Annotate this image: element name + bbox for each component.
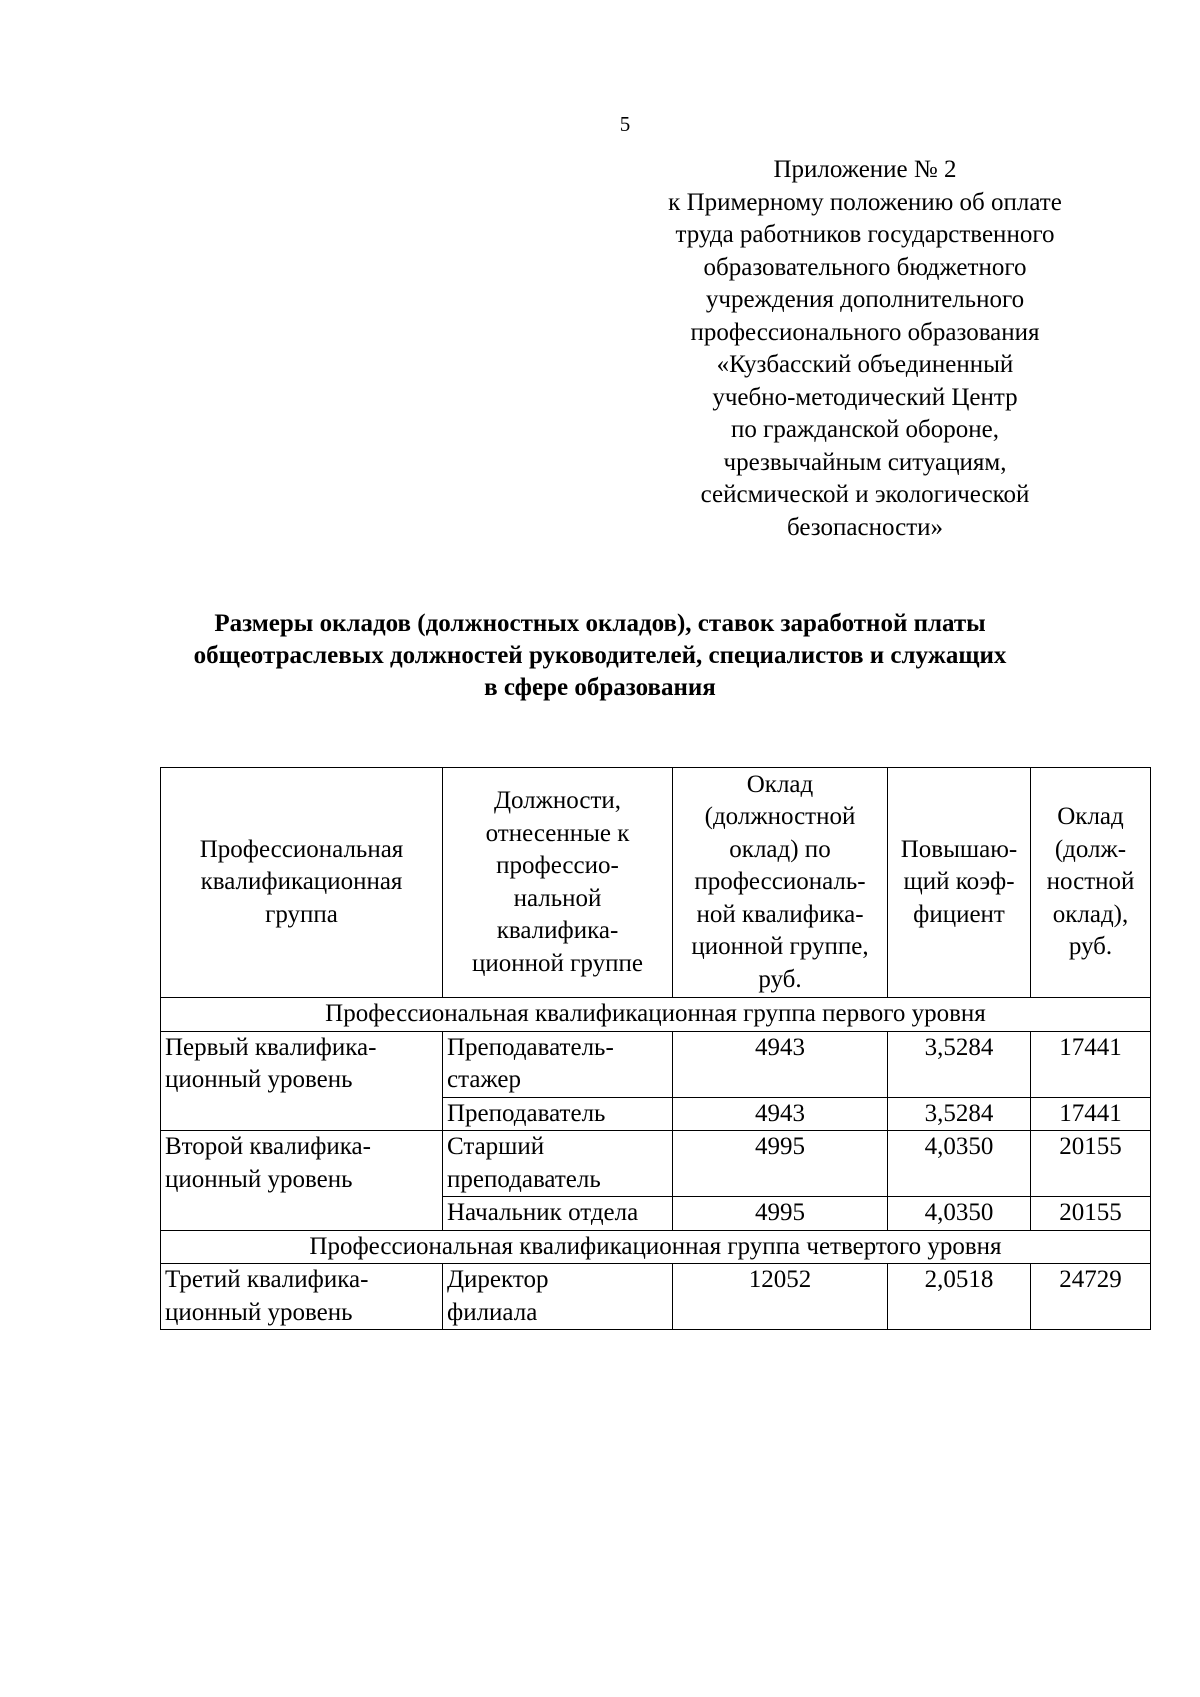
salary-table bbox=[160, 767, 1151, 1330]
base-salary-cell: 4995 bbox=[673, 1131, 888, 1197]
coefficient-cell: 4,0350 bbox=[888, 1197, 1031, 1231]
section-row bbox=[161, 998, 1151, 1032]
table-row bbox=[161, 1131, 1151, 1197]
header-cell-group: Профессиональная квалификационная группа bbox=[161, 768, 443, 998]
appendix-line: профессионального образования bbox=[690, 318, 1040, 346]
section-title: Профессиональная квалификационная группа первого уровня bbox=[161, 998, 1151, 1032]
salary-cell: 20155 bbox=[1031, 1197, 1151, 1231]
base-salary-cell: 4995 bbox=[673, 1197, 888, 1231]
position-cell: Преподаватель- стажер bbox=[443, 1031, 673, 1097]
position-cell: Старший преподаватель bbox=[443, 1131, 673, 1197]
salary-cell: 17441 bbox=[1031, 1031, 1151, 1097]
document-title bbox=[140, 608, 1060, 704]
coefficient-cell: 3,5284 bbox=[888, 1031, 1031, 1097]
section-row bbox=[161, 1230, 1151, 1264]
appendix-line: труда работников государственного bbox=[675, 221, 1055, 248]
coefficient-cell: 4,0350 bbox=[888, 1131, 1031, 1197]
title-line: общеотраслевых должностей руководителей, специалистов и служащих bbox=[193, 642, 1007, 669]
appendix-line: образовательного бюджетного bbox=[703, 253, 1027, 281]
appendix-line: по гражданской обороне, bbox=[731, 416, 999, 443]
title-line: Размеры окладов (должностных окладов), ставок заработной платы bbox=[214, 610, 986, 637]
level-cell: Первый квалифика- ционный уровень bbox=[161, 1031, 443, 1131]
appendix-line: к Примерному положению об оплате bbox=[668, 188, 1062, 216]
salary-cell: 17441 bbox=[1031, 1097, 1151, 1131]
table-row bbox=[161, 1031, 1151, 1097]
coefficient-cell: 3,5284 bbox=[888, 1097, 1031, 1131]
header-cell-positions: Должности, отнесенные к профессио- нальной квалифика- ционной группе bbox=[443, 768, 673, 998]
header-cell-coefficient: Повышаю- щий коэф- фициент bbox=[888, 768, 1031, 998]
appendix-line: учебно-методический Центр bbox=[712, 383, 1018, 411]
section-title: Профессиональная квалификационная группа четвертого уровня bbox=[161, 1230, 1151, 1264]
salary-cell: 24729 bbox=[1031, 1264, 1151, 1330]
position-cell: Начальник отдела bbox=[443, 1197, 673, 1231]
appendix-line: безопасности» bbox=[787, 513, 943, 541]
table-row bbox=[161, 1264, 1151, 1330]
salary-cell: 20155 bbox=[1031, 1131, 1151, 1197]
header-cell-base-salary: Оклад (должностной оклад) по профессиональ- ной квалифика- ционной группе, руб. bbox=[673, 768, 888, 998]
base-salary-cell: 4943 bbox=[673, 1097, 888, 1131]
level-cell: Второй квалифика- ционный уровень bbox=[161, 1131, 443, 1231]
appendix-line: учреждения дополнительного bbox=[705, 286, 1025, 313]
level-cell: Третий квалифика- ционный уровень bbox=[161, 1264, 443, 1330]
appendix-header bbox=[625, 154, 1105, 544]
position-cell: Директор филиала bbox=[443, 1264, 673, 1330]
base-salary-cell: 12052 bbox=[673, 1264, 888, 1330]
coefficient-cell: 2,0518 bbox=[888, 1264, 1031, 1330]
table-header-row bbox=[161, 768, 1151, 998]
page-number: 5 bbox=[619, 112, 631, 136]
appendix-line: сейсмической и экологической bbox=[700, 481, 1030, 508]
position-cell: Преподаватель bbox=[443, 1097, 673, 1131]
appendix-line: Приложение № 2 bbox=[773, 156, 957, 183]
appendix-line: чрезвычайным ситуациям, bbox=[723, 448, 1007, 476]
header-cell-salary: Оклад (долж- ностной оклад), руб. bbox=[1031, 768, 1151, 998]
base-salary-cell: 4943 bbox=[673, 1031, 888, 1097]
appendix-line: «Кузбасский объединенный bbox=[716, 351, 1014, 378]
title-line: в сфере образования bbox=[484, 674, 716, 701]
